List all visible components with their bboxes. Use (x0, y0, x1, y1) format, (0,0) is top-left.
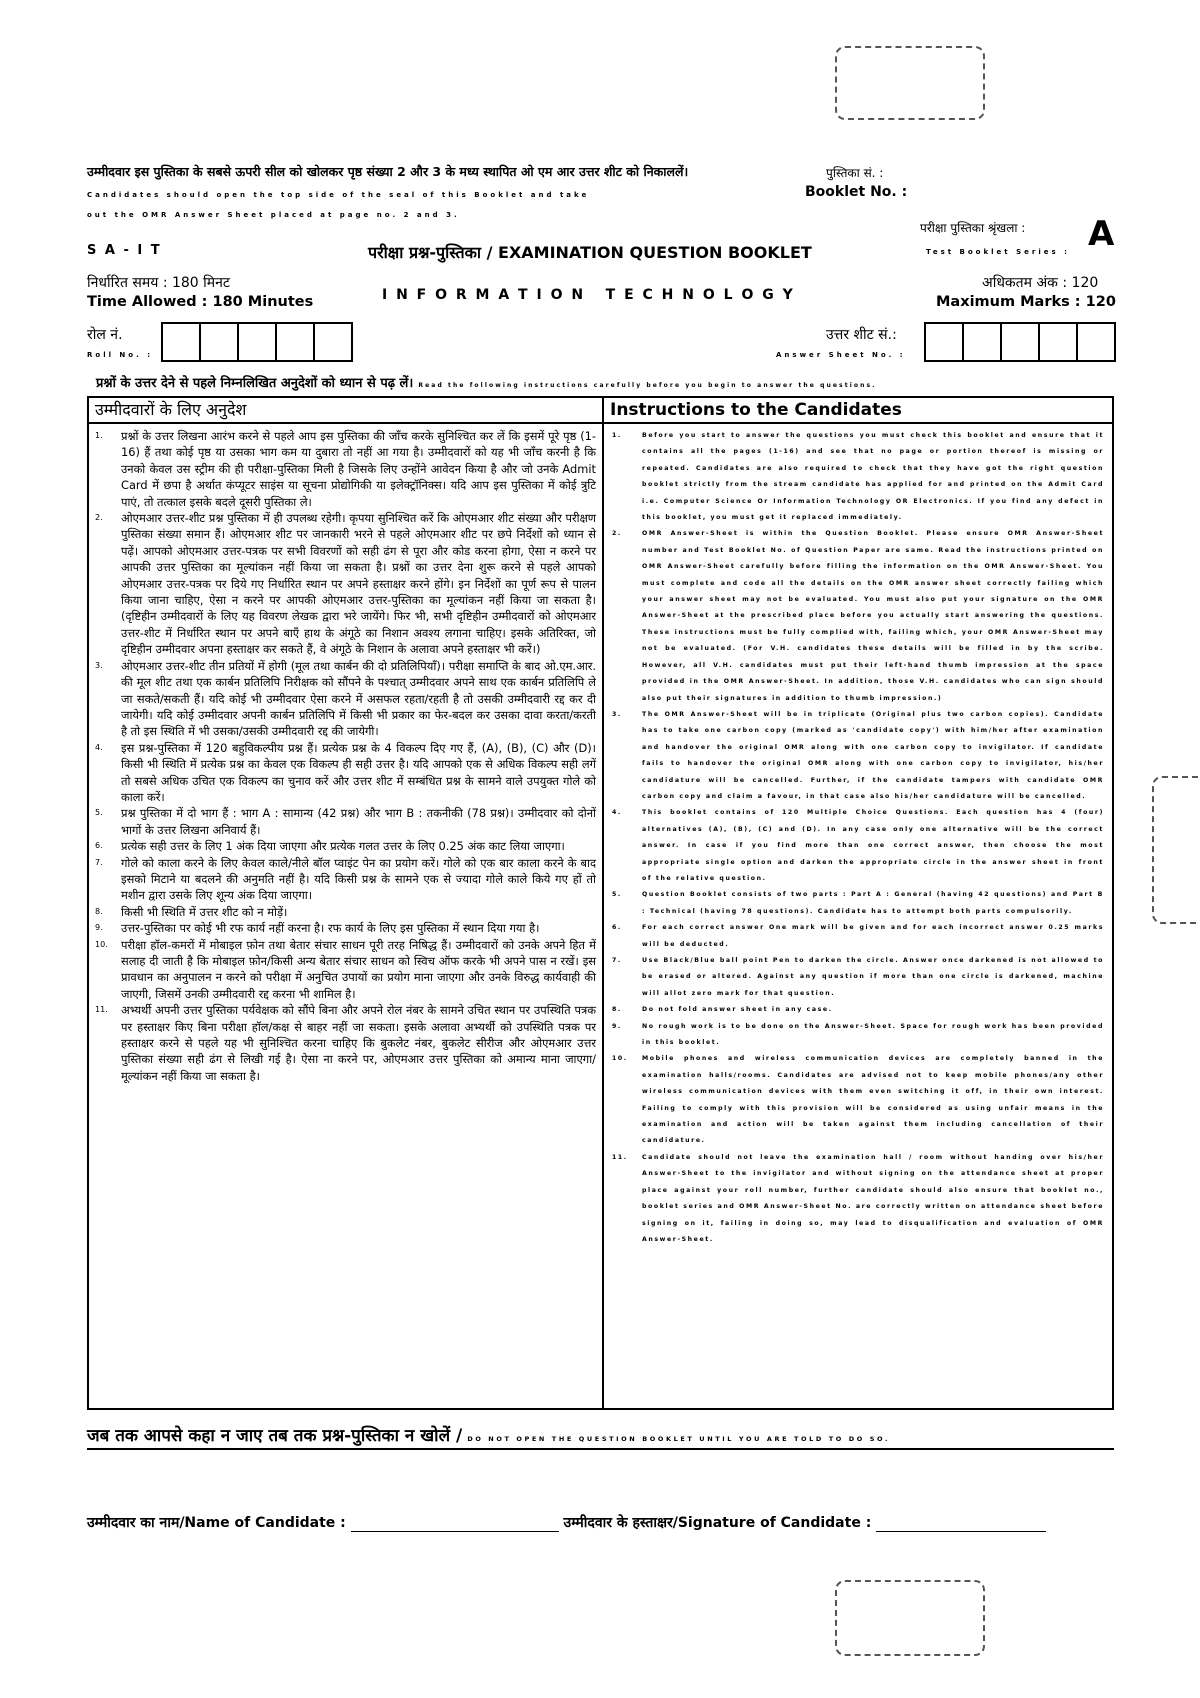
hindi-item-text: अभ्यर्थी अपनी उत्तर पुस्तिका पर्यवेक्षक को सौंपे बिना और अपने रोल नंबर के सामने उचित स्थान पर उपस्थिति पत्रक पर हस्ताक्षर किए बिना परीक्षा हॉल/कक्ष से बाहर नहीं जा सकता। इसके अलावा अभ्यर्थी को उपस्थिति पत्रक पर हस्ताक्षर करने से पहले यह भी सुनिश्चित करना चाहिए कि बुकलेट नंबर, बुकलेट सीरीज और ओएमआर उत्तर पुस्तिका संख्या सही ढंग से लिखी गई है। ऐसा ना करने पर, ओएमआर उत्तर पुस्तिका को अमान्य माना जाएगा/मूल्यांकन नहीं किया जा सकता है। (121, 1003, 596, 1083)
answer-sheet-no-boxes[interactable] (924, 322, 1116, 362)
hindi-item-2 (89, 510, 602, 658)
side-seal-placeholder (1152, 776, 1200, 924)
english-item-text: Do not fold answer sheet in any case. (642, 1006, 833, 1014)
english-item-text: Question Booklet consists of two parts : Part A : General (having 42 questions) and Part B : Technical (having 78 questions). Candidate has to attempt both parts compulsorily. (642, 891, 1104, 915)
answer-sheet-no-english: Answer Sheet No. : (776, 351, 906, 359)
hindi-item-text: ओएमआर उत्तर-शीट तीन प्रतियों में होगी (मूल तथा कार्बन की दो प्रतिलिपियाँ)। परीक्षा समाप्ति के बाद ओ.एम.आर. की मूल शीट तथा एक कार्बन प्रतिलिपि निरीक्षक को सौंपने के पश्चात् उम्मीदवार अपने साथ एक कार्बन प्रतिलिपि ले जा सकते/सकती हैं। यदि कोई भी उम्मीदवार ऐसा करने में असफल रहता/रहती है तो उसकी उम्मीदवारी रद्द कर दी जायेगी। यदि कोई उम्मीदवार अपनी कार्बन प्रतिलिपि में किसी भी प्रकार का फेर-बदल कर उसका दावा करता/करती है तो इस स्थिति में भी उसका/उसकी उम्मीदवारी रद्द की जायेगी। (121, 658, 596, 739)
english-item-11 (604, 1150, 1112, 1248)
do-not-open-warning (87, 1423, 890, 1446)
header-underline (89, 422, 1112, 424)
marks-hindi: अधिकतम अंक : 120 (982, 275, 1099, 291)
footer-rule (87, 1448, 1114, 1450)
hindi-item-9 (89, 920, 602, 936)
bottom-seal-placeholder (835, 1580, 985, 1656)
english-item-number: 7. (612, 957, 622, 964)
english-item-number: 11. (612, 1153, 628, 1161)
english-item-5 (604, 887, 1112, 920)
hindi-item-5 (89, 805, 602, 838)
english-item-10 (604, 1051, 1112, 1149)
hindi-item-number: 8. (95, 906, 103, 916)
english-item-number: 10. (612, 1055, 628, 1063)
english-item-2 (604, 526, 1112, 706)
english-item-number: 4. (612, 809, 622, 817)
hindi-item-number: 5. (95, 808, 103, 818)
roll-no-boxes[interactable] (161, 322, 353, 362)
read-english: Read the following instructions carefully before you begin to answer the questions. (418, 382, 877, 389)
hindi-item-text: ओएमआर उत्तर-शीट प्रश्न पुस्तिका में ही उपलब्ध रहेगी। कृपया सुनिश्चित करें कि ओएमआर शीट संख्या और परीक्षण पुस्तिका संख्या समान हैं। ओएमआर शीट पर जानकारी भरने से पहले ओएमआर शीट पर छपे निर्देशों को ध्यान से पढ़ें। आपको ओएमआर उत्तर-पत्रक पर सभी विवरणों को सही ढंग से पूरा और कोड करना होगा, ऐसा न करने पर आपकी उत्तर पुस्तिका का मूल्यांकन नहीं किया जा सकता है। प्रश्नों का उत्तर देना शुरू करने से पहले आपको ओएमआर उत्तर-पत्रक पर दिये गए निर्धारित स्थान पर अपने हस्ताक्षर करने होंगे। इन निर्देशों का पूर्ण रूप से पालन किया जाना चाहिए, ऐसा न करने पर आपकी ओएमआर उत्तर-पुस्तिका का मूल्यांकन नहीं किया जा सकता है। (दृष्टिहीन उम्मीदवारों के लिए यह विवरण लेखक द्वारा भरे जायेंगे। फिर भी, सभी दृष्टिहीन उम्मीदवारों को ओएमआर उत्तर-शीट में निर्धारित स्थान पर अपने बाएँ हाथ के अंगूठे का निशान अवश्य लगाना चाहिए। इसके अतिरिक्त, जो दृष्टिहीन उम्मीदवार अपना हस्ताक्षर कर सकते हैं, वे अंगूठे के निशान के अलावा अपने हस्ताक्षर भी करें।) (121, 511, 596, 657)
booklet-no-hindi: पुस्तिका सं. : (826, 166, 884, 180)
english-item-text: The OMR Answer-Sheet will be in triplicate (Original plus two carbon copies). Candidate has to take one carbon copy (marked as 'candidate copy') with him/her after examination and handover the original OMR along with one carbon copy to invigilator. If candidate fails to handover the original OMR along with one carbon copy to invigilator, his/her candidature will be cancelled. Further, if the candidate tampers with candidate OMR carbon copy and claim a favour, in that case also his/her candidature will be cancelled. (642, 710, 1104, 800)
hindi-item-8 (89, 904, 602, 920)
hindi-item-text: इस प्रश्न-पुस्तिका में 120 बहुविकल्पीय प्रश्न हैं। प्रत्येक प्रश्न के 4 विकल्प दिए गए हैं, (A), (B), (C) और (D)। किसी भी स्थिति में प्रत्येक प्रश्न का केवल एक विकल्प ही सही उत्तर है। यदि आपको एक से अधिक विकल्प सही लगें तो सबसे अधिक उचित एक विकल्प का चुनाव करें और उत्तर शीट में सम्बंधित प्रश्न के सामने वाले उपयुक्त गोले को काला करें। (121, 740, 596, 804)
english-instructions-list (604, 428, 1112, 1248)
english-item-text: Candidate should not leave the examination hall / room without handing over his/her Answer-Sheet to the invigilator and without signing on the attendance sheet at proper place against your roll number, further candidate should also ensure that booklet no., booklet series and OMR Answer-Sheet No. are correctly written on attendance sheet before signing on it, failing in doing so, may lead to disqualification and evaluation of OMR Answer-Sheet. (642, 1153, 1104, 1243)
hindi-item-text: किसी भी स्थिति में उत्तर शीट को न मोड़ें। (121, 904, 288, 919)
read-instructions-line (96, 372, 877, 391)
time-hindi: निर्धारित समय : 180 मिनट (87, 275, 230, 291)
english-item-number: 8. (612, 1006, 622, 1014)
english-item-number: 1. (612, 432, 622, 439)
english-item-number: 3. (612, 710, 622, 718)
english-item-text: This booklet contains of 120 Multiple Choice Questions. Each question has 4 (four) alternatives (A), (B), (C) and (D). In any case only one alternative will be the correct answer. In case if you find more than one correct answer, then choose the most appropriate single option and darken the appropriate circle in the answer sheet in front of the relative question. (642, 809, 1104, 882)
series-hindi: परीक्षा पुस्तिका श्रृंखला : (920, 221, 1026, 235)
hindi-item-number: 9. (95, 923, 103, 933)
hindi-item-text: परीक्षा हॉल-कमरों में मोबाइल फ़ोन तथा बेतार संचार साधन पूरी तरह निषिद्ध हैं। उम्मीदवारों को उनके अपने हित में सलाह दी जाती है कि मोबाइल फ़ोन/किसी अन्य बेतार संचार साधन को स्विच ऑफ करके भी अपने पास न रखें। इस प्रावधान का अनुपालन न करने को परीक्षा में अनुचित उपायों का प्रयोग माना जाएगा और उनके विरुद्ध कार्यवाही की जाएगी, जिसमें उनकी उम्मीदवारी रद्द करना भी शामिल है। (121, 937, 596, 1001)
english-item-number: 6. (612, 924, 622, 932)
english-item-number: 9. (612, 1022, 622, 1030)
hindi-item-text: उत्तर-पुस्तिका पर कोई भी रफ कार्य नहीं करना है। रफ कार्य के लिए इस पुस्तिका में स्थान दिया गया है। (121, 921, 540, 936)
subject-title: I N F O R M A T I O N T E C H N O L O G Y (382, 287, 795, 303)
hindi-item-number: 1. (95, 431, 103, 440)
hindi-instructions-list (89, 428, 602, 1084)
hindi-item-number: 3. (95, 660, 103, 670)
booklet-no-english: Booklet No. : (805, 184, 908, 200)
english-instructions-title: Instructions to the Candidates (610, 400, 902, 420)
candidate-name-row (87, 1513, 1046, 1532)
english-item-text: OMR Answer-Sheet is within the Question Booklet. Please ensure OMR Answer-Sheet number and Test Booklet No. of Question Paper are same. Read the instructions printed on OMR Answer-Sheet carefully before filling the information on the OMR Answer-Sheet. You must complete and code all the details on the OMR answer sheet correctly failing which your answer sheet may not be evaluated. You must also put your signature on the OMR Answer-Sheet at the prescribed place before you actually start answering the questions. These instructions must be fully complied with, failing which, your OMR Answer-Sheet may not be evaluated. (For V.H. candidates these details will be filled in by the scribe. However, all V.H. candidates must put their left-hand thumb impression at the space provided in the OMR Answer-Sheet. In addition, those V.H. candidates who can sign should also put their signatures in addition to thumb impression.) (642, 530, 1104, 702)
hindi-item-number: 2. (95, 513, 103, 523)
hindi-item-11 (89, 1002, 602, 1084)
hindi-item-text: प्रत्येक सही उत्तर के लिए 1 अंक दिया जाएगा और प्रत्येक गलत उत्तर के लिए 0.25 अंक काट लिया जाएगा। (121, 839, 565, 854)
hindi-item-number: 10. (95, 939, 108, 949)
english-item-number: 2. (612, 530, 622, 538)
top-seal-placeholder (835, 46, 985, 120)
hindi-item-7 (89, 855, 602, 904)
hindi-item-text: प्रश्न पुस्तिका में दो भाग हैं : भाग A : सामान्य (42 प्रश्न) और भाग B : तकनीकी (78 प्रश्न)। उम्मीदवार को दोनों भागों के उत्तर लिखना अनिवार्य हैं। (121, 806, 596, 837)
answer-sheet-no-hindi: उत्तर शीट सं.: (826, 327, 897, 343)
english-item-number: 5. (612, 891, 622, 899)
read-hindi: प्रश्नों के उत्तर देने से पहले निम्नलिखित अनुदेशों को ध्यान से पढ़ लें। (96, 376, 414, 391)
subject-code: S A - I T (87, 243, 162, 258)
english-item-text: Before you start to answer the questions you must check this booklet and ensure that it contains all the pages (1-16) and see that no page or portion thereof is missing or repeated. Candidates are also required to check that they have got the right question booklet strictly from the stream candidate has applied for and printed on the Admit Card i.e. Computer Science Or Information Technology OR Electronics. If you find any defect in this booklet, you must get it replaced immediately. (642, 432, 1104, 522)
signature-label: उम्मीदवार के हस्ताक्षर/Signature of Candidate : (563, 1515, 872, 1531)
hindi-item-text: गोले को काला करने के लिए केवल काले/नीले बॉल प्वाइंट पेन का प्रयोग करें। गोले को एक बार काला करने के बाद इसको मिटाने या बदलने की अनुमति नहीं है। यदि किसी प्रश्न के सामने एक से ज्यादा गोले काले किये गए हों तो मशीन द्वारा उसके लिए शून्य अंक दिया जाएगा। (121, 855, 596, 903)
roll-no-hindi: रोल नं. (87, 327, 123, 343)
english-item-8 (604, 1002, 1112, 1018)
english-item-text: Use Black/Blue ball point Pen to darken the circle. Answer once darkened is not allowed to be erased or altered. Against any question if more than one circle is darkened, machine will allot zero mark for that question. (642, 957, 1104, 997)
time-english: Time Allowed : 180 Minutes (87, 294, 314, 310)
name-label: उम्मीदवार का नाम/Name of Candidate : (87, 1515, 346, 1531)
hindi-instructions-title: उम्मीदवारों के लिए अनुदेश (95, 400, 247, 419)
english-item-4 (604, 805, 1112, 887)
hindi-item-10 (89, 937, 602, 1003)
warning-english: DO NOT OPEN THE QUESTION BOOKLET UNTIL YOU ARE TOLD TO DO SO. (467, 1435, 891, 1443)
english-item-text: No rough work is to be done on the Answer-Sheet. Space for rough work has been provided in this booklet. (642, 1022, 1104, 1047)
english-item-3 (604, 707, 1112, 805)
hindi-item-1 (89, 428, 602, 510)
english-item-text: Mobile phones and wireless communication devices are completely banned in the examination halls/rooms. Candidates are advised not to keep mobile phones/any other wireless communication devices with them even switching it off, in their own interest. Failing to comply with this provision will be considered as using unfair means in the examination and action will be taken against them including cancellation of their candidature. (642, 1055, 1104, 1145)
english-open-instruction-line2: out the OMR Answer Sheet placed at page no. 2 and 3. (87, 211, 460, 219)
series-english: Test Booklet Series : (926, 248, 1070, 256)
series-letter: A (1088, 214, 1115, 254)
signature-field[interactable] (876, 1515, 1046, 1532)
hindi-item-number: 11. (95, 1005, 108, 1015)
english-open-instruction-line1: Candidates should open the top side of the seal of this Booklet and take (87, 191, 590, 199)
hindi-item-6 (89, 838, 602, 854)
english-item-1 (604, 428, 1112, 526)
hindi-item-number: 7. (95, 857, 103, 867)
english-item-text: For each correct answer One mark will be given and for each incorrect answer 0.25 marks will be deducted. (642, 924, 1104, 948)
instructions-box (87, 396, 1114, 1410)
hindi-item-number: 4. (95, 742, 103, 752)
hindi-item-text: प्रश्नों के उत्तर लिखना आरंभ करने से पहले आप इस पुस्तिका की जाँच करके सुनिश्चित कर लें कि इसमें पूरे पृष्ठ (1-16) हैं तथा कोई पृष्ठ या उसका भाग कम या दुबारा तो नहीं आ गया है। उम्मीदवारों को यह भी जाँच करनी है कि उनको केवल उस स्ट्रीम की ही परीक्षा-पुस्तिका मिली है जिसके लिए उन्होंने आवेदन किया है और जो उनके Admit Card में छपा है अर्थात कंप्यूटर साइंस या सूचना प्रोद्योगिकी या इलेक्ट्रॉनिक्स। यदि आप इस पुस्तिका में कोई त्रुटि पाएं, तो तत्काल इसके बदले दूसरी पुस्तिका ले। (121, 429, 596, 509)
english-item-6 (604, 920, 1112, 953)
warning-hindi: जब तक आपसे कहा न जाए तब तक प्रश्न-पुस्तिका न खोलें / (87, 1426, 463, 1446)
marks-english: Maximum Marks : 120 (936, 294, 1116, 310)
name-field[interactable] (351, 1515, 559, 1532)
hindi-item-number: 6. (95, 841, 103, 851)
english-item-9 (604, 1019, 1112, 1052)
english-item-7 (604, 953, 1112, 1002)
booklet-title: परीक्षा प्रश्न-पुस्तिका / EXAMINATION QUESTION BOOKLET (368, 243, 812, 262)
roll-no-english: Roll No. : (87, 351, 153, 359)
hindi-item-4 (89, 740, 602, 806)
hindi-item-3 (89, 658, 602, 740)
hindi-open-instruction: उम्मीदवार इस पुस्तिका के सबसे ऊपरी सील को खोलकर पृष्ठ संख्या 2 और 3 के मध्य स्थापित ओ एम आर उत्तर शीट को निकाललें। (87, 164, 689, 179)
